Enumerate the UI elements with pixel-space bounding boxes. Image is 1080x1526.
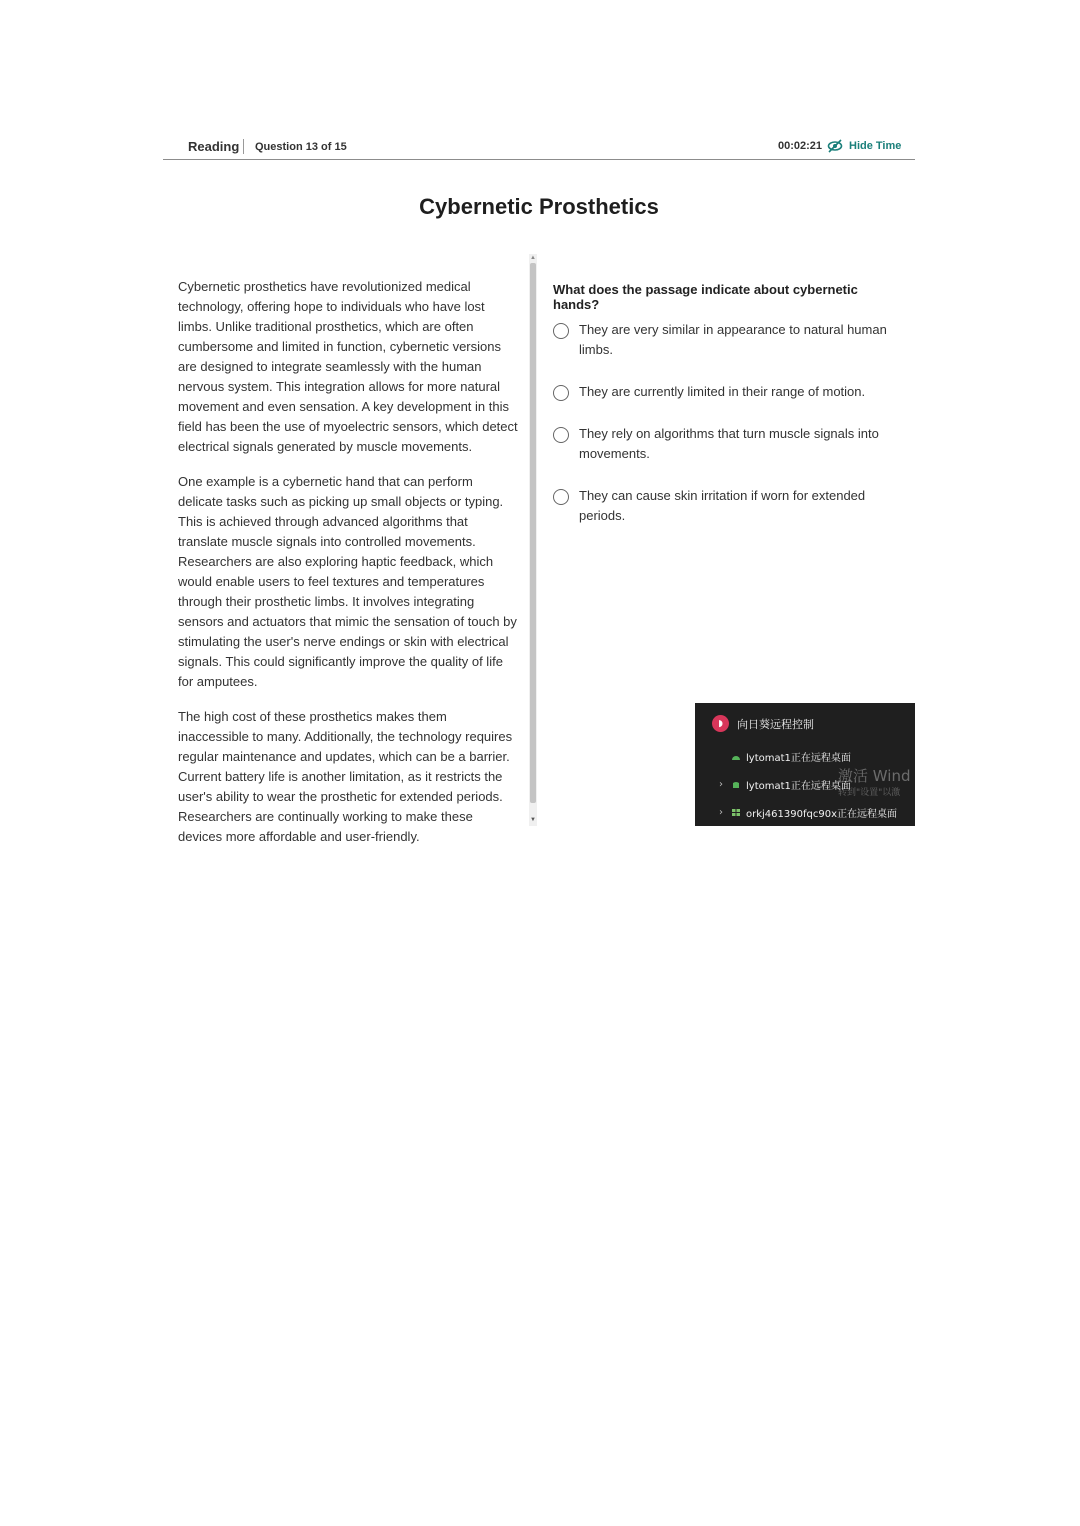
answer-option-a[interactable] (553, 322, 903, 360)
radio-button[interactable] (553, 323, 569, 339)
hide-time-label: Hide Time (849, 140, 902, 152)
test-screen (163, 132, 915, 844)
remote-session-row[interactable] (719, 777, 851, 792)
remote-session-row[interactable] (719, 749, 851, 764)
remote-control-popup (695, 703, 915, 826)
session-label: orkj461390fqc90x正在远程桌面 (746, 809, 897, 820)
answer-option-d[interactable] (553, 488, 903, 526)
header-separator (243, 139, 244, 154)
question-counter: Question 13 of 15 (255, 141, 347, 153)
eye-slash-icon (827, 139, 843, 153)
sunflower-logo-icon: ◗ (712, 715, 729, 732)
radio-button[interactable] (553, 427, 569, 443)
scroll-down-icon[interactable]: ▼ (530, 817, 536, 823)
radio-button[interactable] (553, 385, 569, 401)
hide-time-button[interactable] (827, 137, 901, 155)
passage-paragraph: One example is a cybernetic hand that can perform delicate tasks such as picking up small objects or typing. This is achieved through advanced algorithms that translate muscle signals into controlled movements. Researchers are also exploring haptic feedback, which would enable users to feel textures and temperatures through their prosthetic limbs. It involves integrating sensors and actuators that mimic the sensation of touch by stimulating the user's nerve endings or skin with electrical signals. This could significantly improve the quality of life for amputees. (178, 474, 517, 689)
reading-passage (178, 277, 518, 862)
scroll-up-icon[interactable]: ▲ (530, 255, 536, 261)
question-prompt: What does the passage indicate about cybernetic hands? (553, 282, 858, 312)
top-bar (163, 132, 915, 160)
android-icon (731, 781, 741, 788)
popup-header (712, 715, 814, 732)
passage-title: Cybernetic Prosthetics (419, 194, 659, 219)
activation-watermark-sub: 转到"设置"以激 (838, 788, 901, 798)
option-text: They rely on algorithms that turn muscle signals into movements. (579, 426, 879, 461)
passage-paragraph: Cybernetic prosthetics have revolutionized medical technology, offering hope to individuals who have lost limbs. Unlike traditional prosthetics, which are often cumbersome and limited in function, cybernetic versions are designed to integrate seamlessly with the human nervous system. This integration allows for more natural movement and even sensation. A key development in this field has been the use of myoelectric sensors, which detect electrical signals generated by muscle movements. (178, 279, 518, 454)
answer-option-b[interactable] (553, 384, 903, 402)
radio-button[interactable] (553, 489, 569, 505)
session-label: lytomat1正在远程桌面 (746, 753, 851, 764)
windows-icon (731, 809, 741, 816)
chevron-right-icon[interactable]: › (719, 807, 723, 818)
android-icon (731, 753, 741, 760)
popup-title: 向日葵远程控制 (737, 717, 814, 731)
scrollbar-thumb[interactable] (530, 263, 536, 803)
option-text: They are very similar in appearance to natural human limbs. (579, 322, 887, 357)
passage-paragraph: The high cost of these prosthetics makes them inaccessible to many. Additionally, the technology requires regular maintenance and updates, which can be a barrier. Current battery life is another limitation, as it restricts the user's ability to wear the prosthetic for extended periods. Researchers are continually working to make these devices more affordable and user-friendly. (178, 709, 513, 844)
option-text: They can cause skin irritation if worn for extended periods. (579, 488, 866, 523)
timer: 00:02:21 (778, 140, 823, 152)
answer-option-c[interactable] (553, 426, 903, 464)
chevron-right-icon[interactable]: › (719, 779, 723, 790)
remote-session-row[interactable] (719, 805, 897, 820)
session-label: lytomat1正在远程桌面 (746, 781, 851, 792)
option-text: They are currently limited in their range of motion. (579, 384, 866, 399)
activation-watermark: 激活 Wind (838, 767, 911, 785)
section-label: Reading (188, 139, 240, 154)
